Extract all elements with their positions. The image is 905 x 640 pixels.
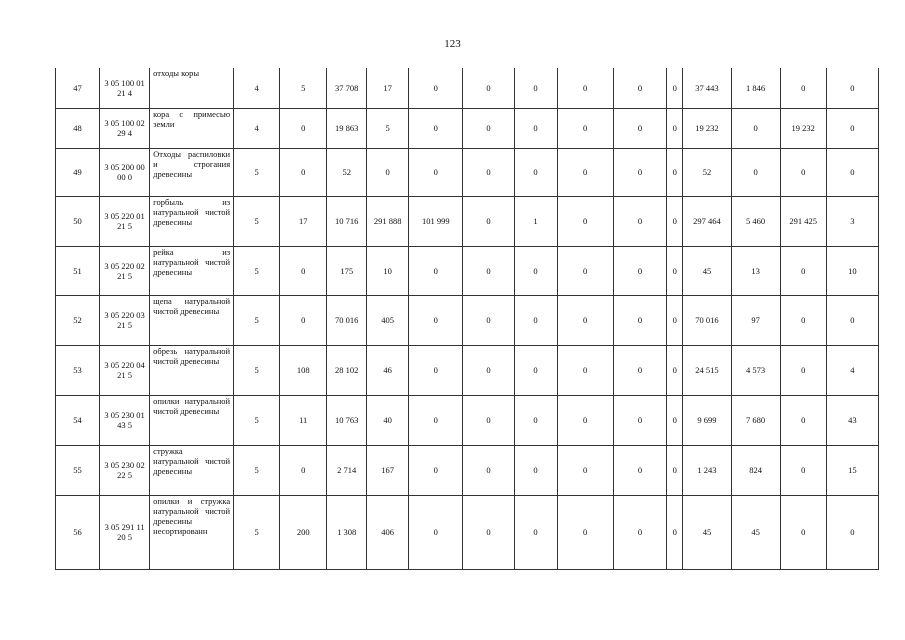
cell-c5: 0: [463, 148, 514, 196]
cell-name: щепа натуральной чистой древесины: [150, 295, 234, 345]
cell-c4: 0: [409, 445, 463, 495]
cell-c12: 19 232: [780, 108, 826, 148]
cell-c11: 0: [731, 148, 780, 196]
cell-c8: 0: [613, 445, 666, 495]
cell-code: 3 05 291 11 20 5: [100, 495, 150, 569]
table-row: [56, 345, 879, 395]
cell-c3: 5: [367, 108, 409, 148]
cell-code: 3 05 100 02 29 4: [100, 108, 150, 148]
cell-c8: 0: [613, 196, 666, 246]
cell-c1: 0: [280, 295, 327, 345]
cell-c5: 0: [463, 295, 514, 345]
cell-c3: 291 888: [367, 196, 409, 246]
cell-c9: 0: [667, 395, 683, 445]
cell-c13: 0: [826, 108, 878, 148]
cell-num: 50: [56, 196, 100, 246]
cell-c10: 24 515: [683, 345, 731, 395]
cell-c6: 0: [514, 68, 557, 108]
cell-c9: 0: [667, 445, 683, 495]
cell-c4: 0: [409, 395, 463, 445]
cell-c4: 0: [409, 295, 463, 345]
cell-c7: 0: [557, 445, 613, 495]
cell-hazard: 5: [234, 495, 280, 569]
cell-c10: 70 016: [683, 295, 731, 345]
cell-c11: 824: [731, 445, 780, 495]
cell-c2: 2 714: [327, 445, 367, 495]
cell-c1: 200: [280, 495, 327, 569]
cell-c6: 0: [514, 108, 557, 148]
cell-code: 3 05 220 03 21 5: [100, 295, 150, 345]
cell-c7: 0: [557, 108, 613, 148]
cell-hazard: 5: [234, 246, 280, 295]
cell-c13: 15: [826, 445, 878, 495]
cell-c5: 0: [463, 108, 514, 148]
cell-c8: 0: [613, 345, 666, 395]
cell-c2: 175: [327, 246, 367, 295]
table-row: [56, 395, 879, 445]
cell-c2: 70 016: [327, 295, 367, 345]
cell-c12: 0: [780, 395, 826, 445]
cell-hazard: 5: [234, 445, 280, 495]
cell-name: обрезь натуральной чистой древесины: [150, 345, 234, 395]
cell-c12: 0: [780, 246, 826, 295]
cell-code: 3 05 220 02 21 5: [100, 246, 150, 295]
cell-c6: 0: [514, 345, 557, 395]
cell-c8: 0: [613, 246, 666, 295]
cell-c12: 0: [780, 295, 826, 345]
cell-c11: 7 680: [731, 395, 780, 445]
cell-c6: 0: [514, 148, 557, 196]
cell-name: стружка натуральной чистой древесины: [150, 445, 234, 495]
table-row: [56, 295, 879, 345]
cell-c6: 0: [514, 495, 557, 569]
cell-c4: 0: [409, 68, 463, 108]
cell-c4: 0: [409, 495, 463, 569]
cell-c13: 10: [826, 246, 878, 295]
cell-name: опилки и стружка натуральной чистой древесины несортированн: [150, 495, 234, 569]
cell-c4: 0: [409, 345, 463, 395]
table-row: [56, 246, 879, 295]
cell-c10: 297 464: [683, 196, 731, 246]
cell-hazard: 5: [234, 148, 280, 196]
cell-c3: 46: [367, 345, 409, 395]
cell-num: 51: [56, 246, 100, 295]
cell-c9: 0: [667, 196, 683, 246]
cell-num: 55: [56, 445, 100, 495]
cell-num: 52: [56, 295, 100, 345]
cell-c2: 19 863: [327, 108, 367, 148]
cell-c2: 10 716: [327, 196, 367, 246]
cell-c6: 0: [514, 395, 557, 445]
cell-c9: 0: [667, 148, 683, 196]
cell-c11: 4 573: [731, 345, 780, 395]
cell-code: 3 05 230 01 43 5: [100, 395, 150, 445]
cell-c3: 10: [367, 246, 409, 295]
cell-c11: 45: [731, 495, 780, 569]
cell-num: 54: [56, 395, 100, 445]
cell-c1: 108: [280, 345, 327, 395]
cell-c8: 0: [613, 108, 666, 148]
cell-c1: 17: [280, 196, 327, 246]
cell-c13: 0: [826, 68, 878, 108]
cell-c6: 1: [514, 196, 557, 246]
cell-c5: 0: [463, 395, 514, 445]
cell-c12: 0: [780, 68, 826, 108]
cell-name: рейка из натуральной чистой древесины: [150, 246, 234, 295]
cell-c8: 0: [613, 68, 666, 108]
cell-c10: 1 243: [683, 445, 731, 495]
cell-hazard: 4: [234, 68, 280, 108]
cell-c12: 0: [780, 148, 826, 196]
cell-num: 56: [56, 495, 100, 569]
waste-table: [55, 68, 879, 570]
cell-c7: 0: [557, 246, 613, 295]
cell-c6: 0: [514, 445, 557, 495]
cell-c12: 0: [780, 495, 826, 569]
cell-num: 49: [56, 148, 100, 196]
cell-c8: 0: [613, 395, 666, 445]
cell-c9: 0: [667, 68, 683, 108]
cell-c10: 45: [683, 246, 731, 295]
cell-c5: 0: [463, 196, 514, 246]
cell-code: 3 05 220 01 21 5: [100, 196, 150, 246]
cell-c13: 0: [826, 148, 878, 196]
cell-c4: 0: [409, 108, 463, 148]
cell-c11: 97: [731, 295, 780, 345]
table-row: [56, 108, 879, 148]
table-body: [56, 68, 879, 569]
cell-c12: 291 425: [780, 196, 826, 246]
cell-c2: 37 708: [327, 68, 367, 108]
cell-num: 53: [56, 345, 100, 395]
cell-c7: 0: [557, 495, 613, 569]
cell-c3: 17: [367, 68, 409, 108]
cell-c9: 0: [667, 345, 683, 395]
cell-c3: 406: [367, 495, 409, 569]
cell-c3: 0: [367, 148, 409, 196]
cell-c10: 52: [683, 148, 731, 196]
cell-name: опилки натуральной чистой древесины: [150, 395, 234, 445]
cell-c13: 0: [826, 495, 878, 569]
cell-c2: 1 308: [327, 495, 367, 569]
cell-c5: 0: [463, 495, 514, 569]
cell-c11: 0: [731, 108, 780, 148]
cell-c13: 3: [826, 196, 878, 246]
cell-c13: 0: [826, 295, 878, 345]
cell-code: 3 05 200 00 00 0: [100, 148, 150, 196]
cell-c5: 0: [463, 68, 514, 108]
cell-c6: 0: [514, 246, 557, 295]
cell-c3: 40: [367, 395, 409, 445]
cell-hazard: 5: [234, 395, 280, 445]
cell-c5: 0: [463, 246, 514, 295]
cell-c9: 0: [667, 295, 683, 345]
cell-hazard: 4: [234, 108, 280, 148]
cell-c9: 0: [667, 246, 683, 295]
cell-c7: 0: [557, 345, 613, 395]
cell-c1: 0: [280, 108, 327, 148]
cell-c9: 0: [667, 108, 683, 148]
cell-num: 48: [56, 108, 100, 148]
cell-c5: 0: [463, 445, 514, 495]
cell-c7: 0: [557, 196, 613, 246]
cell-c12: 0: [780, 445, 826, 495]
cell-c1: 0: [280, 445, 327, 495]
page-number: 123: [444, 38, 461, 50]
cell-c5: 0: [463, 345, 514, 395]
cell-c11: 5 460: [731, 196, 780, 246]
cell-c4: 101 999: [409, 196, 463, 246]
cell-c11: 13: [731, 246, 780, 295]
cell-code: 3 05 220 04 21 5: [100, 345, 150, 395]
cell-c4: 0: [409, 148, 463, 196]
table-row: [56, 445, 879, 495]
cell-c3: 167: [367, 445, 409, 495]
cell-c9: 0: [667, 495, 683, 569]
cell-c8: 0: [613, 495, 666, 569]
cell-c2: 52: [327, 148, 367, 196]
cell-c7: 0: [557, 395, 613, 445]
cell-c1: 0: [280, 148, 327, 196]
cell-c10: 19 232: [683, 108, 731, 148]
cell-c8: 0: [613, 148, 666, 196]
cell-c3: 405: [367, 295, 409, 345]
cell-hazard: 5: [234, 345, 280, 395]
cell-name: отходы коры: [150, 68, 234, 108]
cell-name: горбыль из натуральной чистой древесины: [150, 196, 234, 246]
cell-c6: 0: [514, 295, 557, 345]
cell-c10: 37 443: [683, 68, 731, 108]
cell-code: 3 05 100 01 21 4: [100, 68, 150, 108]
cell-c7: 0: [557, 148, 613, 196]
cell-c4: 0: [409, 246, 463, 295]
cell-hazard: 5: [234, 196, 280, 246]
cell-c13: 4: [826, 345, 878, 395]
table-row: [56, 148, 879, 196]
cell-c7: 0: [557, 68, 613, 108]
cell-c13: 43: [826, 395, 878, 445]
cell-c1: 5: [280, 68, 327, 108]
table-row: [56, 68, 879, 108]
cell-c10: 9 699: [683, 395, 731, 445]
cell-c1: 0: [280, 246, 327, 295]
cell-c8: 0: [613, 295, 666, 345]
cell-c2: 28 102: [327, 345, 367, 395]
cell-c7: 0: [557, 295, 613, 345]
cell-code: 3 05 230 02 22 5: [100, 445, 150, 495]
table-row: [56, 196, 879, 246]
cell-c11: 1 846: [731, 68, 780, 108]
cell-name: Отходы распиловки и строгания древесины: [150, 148, 234, 196]
cell-c1: 11: [280, 395, 327, 445]
cell-c10: 45: [683, 495, 731, 569]
table-row: [56, 495, 879, 569]
cell-c12: 0: [780, 345, 826, 395]
cell-c2: 10 763: [327, 395, 367, 445]
cell-num: 47: [56, 68, 100, 108]
cell-hazard: 5: [234, 295, 280, 345]
cell-name: кора с примесью земли: [150, 108, 234, 148]
